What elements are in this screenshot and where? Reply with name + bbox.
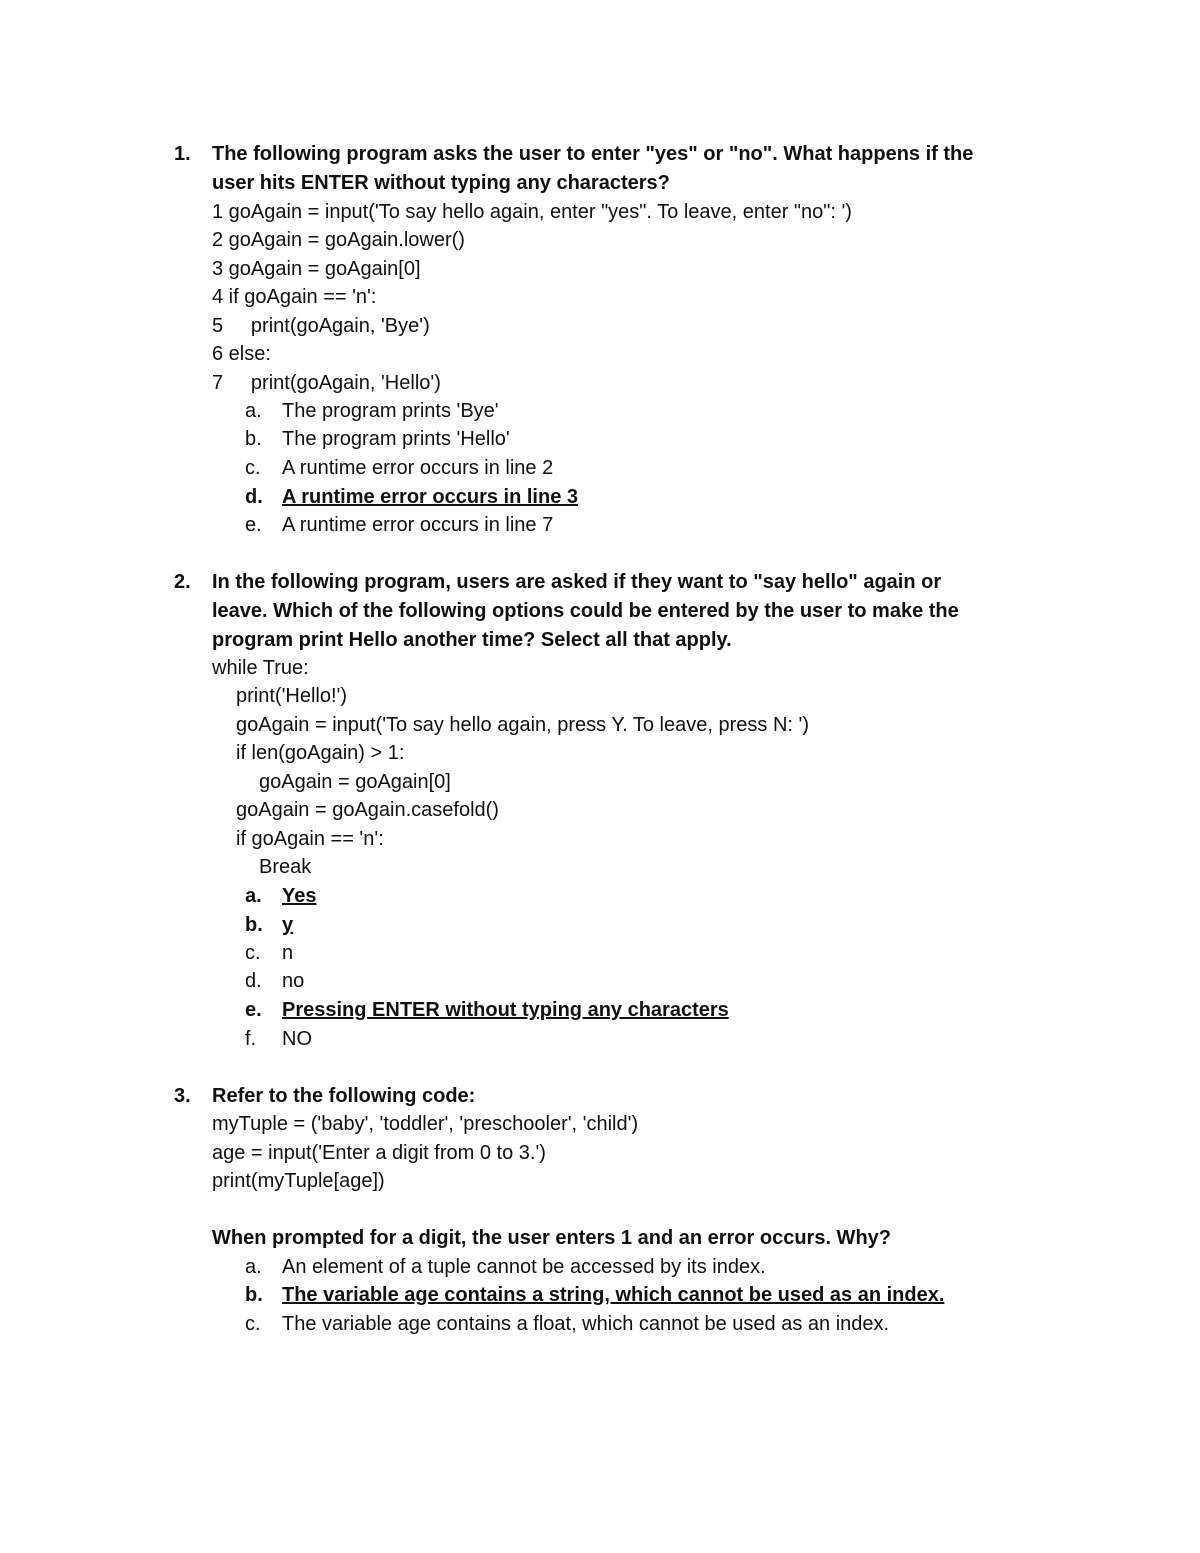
option-letter: a. xyxy=(245,400,262,422)
option-letter: e. xyxy=(245,514,262,536)
question-number: 3. xyxy=(174,1085,191,1107)
option-letter: d. xyxy=(245,486,263,508)
option-text: The program prints 'Hello' xyxy=(282,428,510,450)
option-letter: c. xyxy=(245,1313,261,1335)
code-line: 1 goAgain = input('To say hello again, enter "yes". To leave, enter "no": ') xyxy=(212,201,852,223)
option-text: The variable age contains a float, which cannot be used as an index. xyxy=(282,1313,890,1335)
option-text: no xyxy=(282,970,305,992)
code-line: if len(goAgain) > 1: xyxy=(236,742,405,764)
option-letter: b. xyxy=(245,914,263,936)
option-letter: a. xyxy=(245,885,262,907)
code-line: 3 goAgain = goAgain[0] xyxy=(212,258,421,280)
code-line: goAgain = input('To say hello again, press Y. To leave, press N: ') xyxy=(236,714,809,736)
code-line: myTuple = ('baby', 'toddler', 'preschooler', 'child') xyxy=(212,1113,639,1135)
option-text: A runtime error occurs in line 7 xyxy=(282,514,554,536)
question-number: 1. xyxy=(174,143,191,165)
option-text-correct: Yes xyxy=(282,885,317,907)
question-subprompt: When prompted for a digit, the user enters 1 and an error occurs. Why? xyxy=(212,1227,891,1249)
question-prompt: user hits ENTER without typing any characters? xyxy=(212,172,670,194)
option-letter: b. xyxy=(245,1284,263,1306)
question-prompt: The following program asks the user to enter "yes" or "no". What happens if the xyxy=(212,143,974,165)
code-line: 4 if goAgain == 'n': xyxy=(212,286,377,308)
code-line: print('Hello!') xyxy=(236,685,347,707)
option-letter: b. xyxy=(245,428,262,450)
option-letter: a. xyxy=(245,1256,262,1278)
question-prompt: program print Hello another time? Select all that apply. xyxy=(212,629,732,651)
option-text-correct: y xyxy=(282,914,294,936)
option-text-correct: A runtime error occurs in line 3 xyxy=(282,486,579,508)
question-prompt: leave. Which of the following options could be entered by the user to make the xyxy=(212,600,959,622)
code-line: goAgain = goAgain[0] xyxy=(259,771,451,793)
question-prompt: Refer to the following code: xyxy=(212,1085,476,1107)
option-text: NO xyxy=(282,1028,312,1050)
code-line: 2 goAgain = goAgain.lower() xyxy=(212,229,465,251)
option-letter: c. xyxy=(245,457,261,479)
option-letter: e. xyxy=(245,999,262,1021)
code-line: if goAgain == 'n': xyxy=(236,828,384,850)
code-line: 7 print(goAgain, 'Hello') xyxy=(212,372,441,394)
option-letter: d. xyxy=(245,970,262,992)
question-prompt: In the following program, users are asked if they want to "say hello" again or xyxy=(212,571,942,593)
code-line: 5 print(goAgain, 'Bye') xyxy=(212,315,430,337)
option-text: The program prints 'Bye' xyxy=(282,400,499,422)
code-line: Break xyxy=(259,856,312,878)
option-text-correct: Pressing ENTER without typing any characters xyxy=(282,999,729,1021)
option-text: An element of a tuple cannot be accessed by its index. xyxy=(282,1256,766,1278)
code-line: while True: xyxy=(212,657,309,679)
code-line: print(myTuple[age]) xyxy=(212,1170,385,1192)
code-line: goAgain = goAgain.casefold() xyxy=(236,799,499,821)
code-line: age = input('Enter a digit from 0 to 3.') xyxy=(212,1142,546,1164)
question-number: 2. xyxy=(174,571,191,593)
code-line: 6 else: xyxy=(212,343,271,365)
option-text-correct: The variable age contains a string, which cannot be used as an index. xyxy=(282,1284,945,1306)
option-letter: c. xyxy=(245,942,261,964)
option-text: n xyxy=(282,942,294,964)
option-letter: f. xyxy=(245,1028,257,1050)
option-text: A runtime error occurs in line 2 xyxy=(282,457,554,479)
